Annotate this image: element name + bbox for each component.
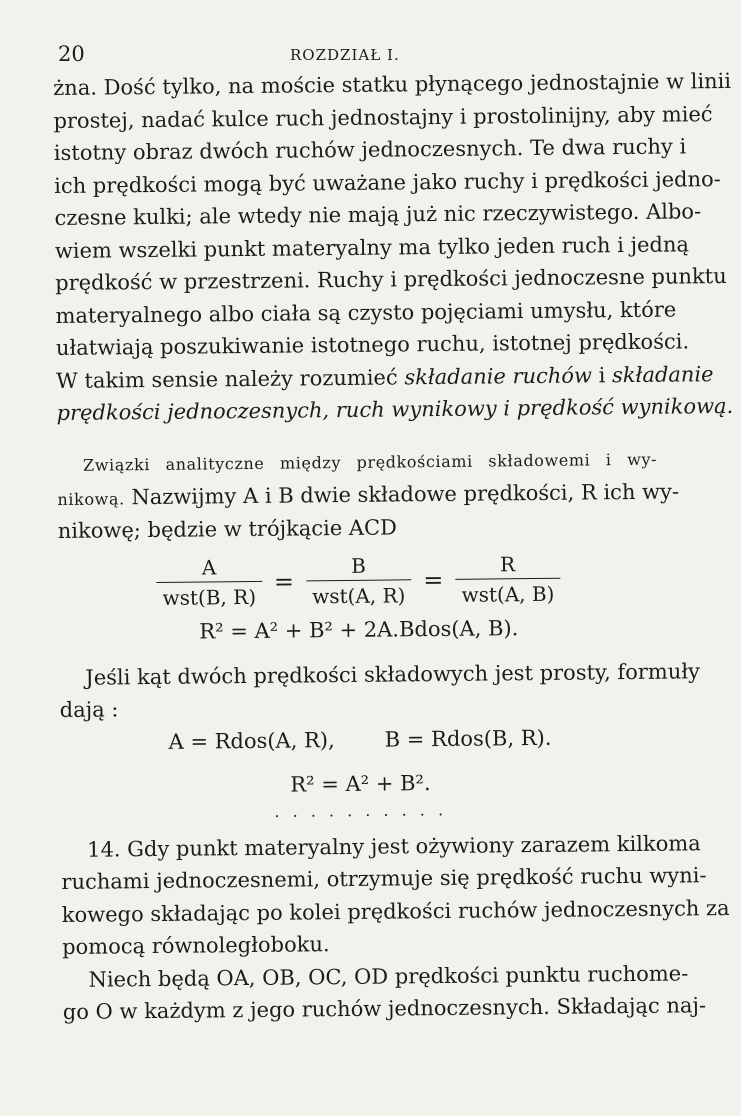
text-line: [57, 476, 680, 515]
pythagorean-formula: R² = A² + B².: [290, 771, 431, 797]
text-line: materyalnego albo ciała są czysto pojęciami umysłu, które: [55, 297, 677, 328]
text-line: Niech będą OA, OB, OC, OD prędkości punktu ruchome-: [88, 960, 689, 992]
page-body: [53, 66, 734, 1029]
text-line: [56, 391, 734, 430]
separator-dots: · · · · · · · · · ·: [274, 804, 448, 826]
equals-sign: =: [273, 567, 295, 596]
italic-term: składanie ruchów: [404, 362, 593, 389]
numerator: R: [499, 552, 516, 577]
text-line: wiem wszelki punkt materyalny ma tylko jeden ruch i jedną: [54, 231, 690, 263]
denominator: wst(B, R): [156, 581, 262, 610]
text-line: żna. Dość tylko, na moście statku płynącego jednostajnie w linii: [53, 68, 732, 101]
denominator: wst(A, R): [306, 579, 412, 608]
text-span: Nazwijmy A i B dwie składowe prędkości, R ich wy-: [131, 479, 680, 510]
section-heading-end: nikową.: [57, 489, 125, 510]
ratio-equation: [58, 551, 659, 611]
page-header: [58, 42, 652, 66]
text-line: Jeśli kąt dwóch prędkości składowych jest prosty, formuły: [85, 658, 701, 690]
fraction: [455, 552, 560, 607]
text-span: i: [598, 362, 606, 387]
text-line: ruchami jednoczesnemi, otrzymuje się prędkość ruchu wyni-: [61, 863, 707, 894]
text-line: nikowę; będzie w trójkącie ACD: [57, 514, 398, 543]
text-line: pomocą równoległoboku.: [62, 932, 330, 959]
section-heading: Związki analityczne między prędkościami składowemi i wy-: [83, 449, 658, 475]
formula-b: B = Rdos(B, R).: [384, 725, 552, 752]
italic-term: składanie: [611, 361, 714, 387]
text-line: 14. Gdy punkt materyalny jest ożywiony zarazem kilkoma: [87, 830, 701, 862]
numerator: B: [350, 553, 366, 578]
equals-sign: =: [423, 565, 444, 595]
text-line: prostej, nadać kulce ruch jednostajny i prostolinijny, aby mieć: [53, 101, 713, 133]
text-line: czesne kulki; ale wtedy nie mają już nic rzeczywistego. Albo-: [54, 199, 702, 231]
text-line: go O w każdym z jego ruchów jednoczesnych. Składając naj-: [62, 993, 707, 1024]
page-number: 20: [58, 42, 85, 66]
text-line: ich prędkości mogą być uważane jako ruchy i prędkości jedno-: [54, 166, 721, 198]
text-line: dają :: [59, 697, 119, 722]
text-line: istotny obraz dwóch ruchów jednoczesnych. Te dwa ruchy i: [53, 134, 687, 166]
italic-term: prędkości jednoczesnych, ruch wynikowy i prędkość wynikową.: [56, 393, 734, 426]
text-line: prędkość w przestrzeni. Ruchy i prędkości jednoczesne punktu: [55, 263, 727, 296]
text-span: W takim sensie należy rozumieć: [56, 364, 398, 393]
formula-a: A = Rdos(A, R),: [168, 727, 335, 754]
numerator: A: [201, 555, 217, 580]
cosine-law-formula: R² = A² + B² + 2A.Bdos(A, B).: [199, 616, 519, 644]
fraction: [306, 553, 412, 608]
fraction: [156, 555, 262, 610]
text-line: kowego składając po kolei prędkości ruchów jednoczesnych za: [61, 895, 730, 927]
running-title: ROZDZIAŁ I.: [290, 46, 400, 64]
text-line: ułatwiają poszukiwanie istotnego ruchu, istotnej prędkości.: [55, 329, 690, 361]
denominator: wst(A, B): [455, 578, 560, 607]
